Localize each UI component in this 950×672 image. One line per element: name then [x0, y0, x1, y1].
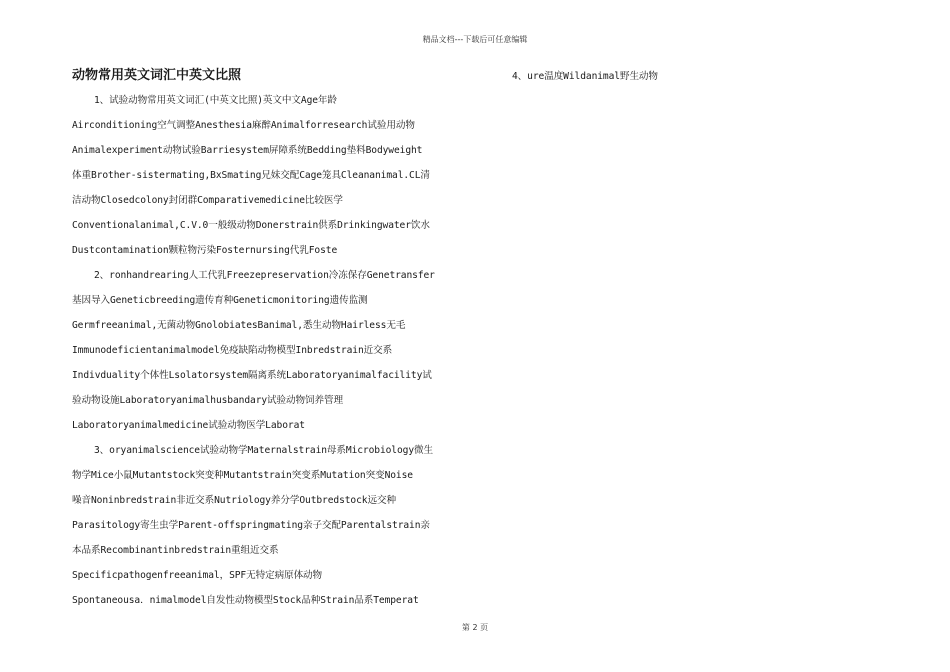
- text-line: 验动物设施Laboratoryanimalhusbandary试验动物饲养管理: [72, 395, 343, 406]
- text-line: 噪音Noninbredstrain非近交系Nutriology养分学Outbredstock远交种: [72, 495, 396, 506]
- text-line: 4、ure温度Wildanimal野生动物: [512, 71, 658, 82]
- text-line: 本品系Recombinantinbredstrain重组近交系: [72, 545, 279, 556]
- text-line: Dustcontamination颗粒物污染Fosternursing代乳Foste: [72, 245, 338, 256]
- text-line: Germfreeanimal,无菌动物GnolobiatesBanimal,悉生动物Hairless无毛: [72, 320, 406, 331]
- page-number: 第 2 页: [461, 623, 489, 632]
- document-title: 动物常用英文词汇中英文比照: [72, 68, 242, 83]
- text-line: 2、ronhandrearing人工代乳Freezepreservation冷冻保存Genetransfer: [94, 270, 435, 281]
- text-line: 基因导入Geneticbreeding遗传育种Geneticmonitoring遗传监测: [72, 295, 368, 306]
- text-line: 3、oryanimalscience试验动物学Maternalstrain母系Microbiology微生: [94, 445, 434, 456]
- text-line: Immunodeficientanimalmodel免疫缺陷动物模型Inbredstrain近交系: [72, 345, 393, 356]
- text-line: Parasitology寄生虫学Parent-offspringmating亲子交配Parentalstrain亲: [72, 520, 430, 531]
- text-line: Spontaneousa．nimalmodel自发性动物模型Stock品种Strain品系Temperat: [72, 595, 419, 606]
- text-line: Animalexperiment动物试验Barriesystem屏障系统Bedding垫料Bodyweight: [72, 145, 423, 156]
- text-line: 洁动物Closedcolony封闭群Comparativemedicine比较医学: [72, 195, 343, 206]
- text-line: 1、试验动物常用英文词汇(中英文比照)英文中文Age年龄: [94, 95, 337, 106]
- left-text-lines: [72, 88, 467, 613]
- left-column: [72, 64, 467, 613]
- text-line: Conventionalanimal,C.V.0一般级动物Donerstrain供系Drinkingwater饮水: [72, 220, 430, 231]
- text-line: 物学Mice小鼠Mutantstock突变种Mutantstrain突变系Mutation突变Noise: [72, 470, 413, 481]
- text-line: Airconditioning空气调整Anesthesia麻醉Animalforresearch试验用动物: [72, 120, 415, 131]
- text-line: Indivduality个体性Lsolatorsystem隔离系统Laboratoryanimalfacility试: [72, 370, 432, 381]
- text-line: Specificpathogenfreeanimal，SPF无特定病原体动物: [72, 570, 323, 581]
- text-line: Laboratoryanimalmedicine试验动物医学Laborat: [72, 420, 305, 431]
- page-header: 精品文档---下载后可任意编辑: [422, 35, 528, 44]
- right-column: [510, 64, 900, 89]
- text-line: 体重Brother-sistermating,BxSmating兄妹交配Cage笼具Cleananimal.CL清: [72, 170, 430, 181]
- right-text-lines: [510, 64, 900, 89]
